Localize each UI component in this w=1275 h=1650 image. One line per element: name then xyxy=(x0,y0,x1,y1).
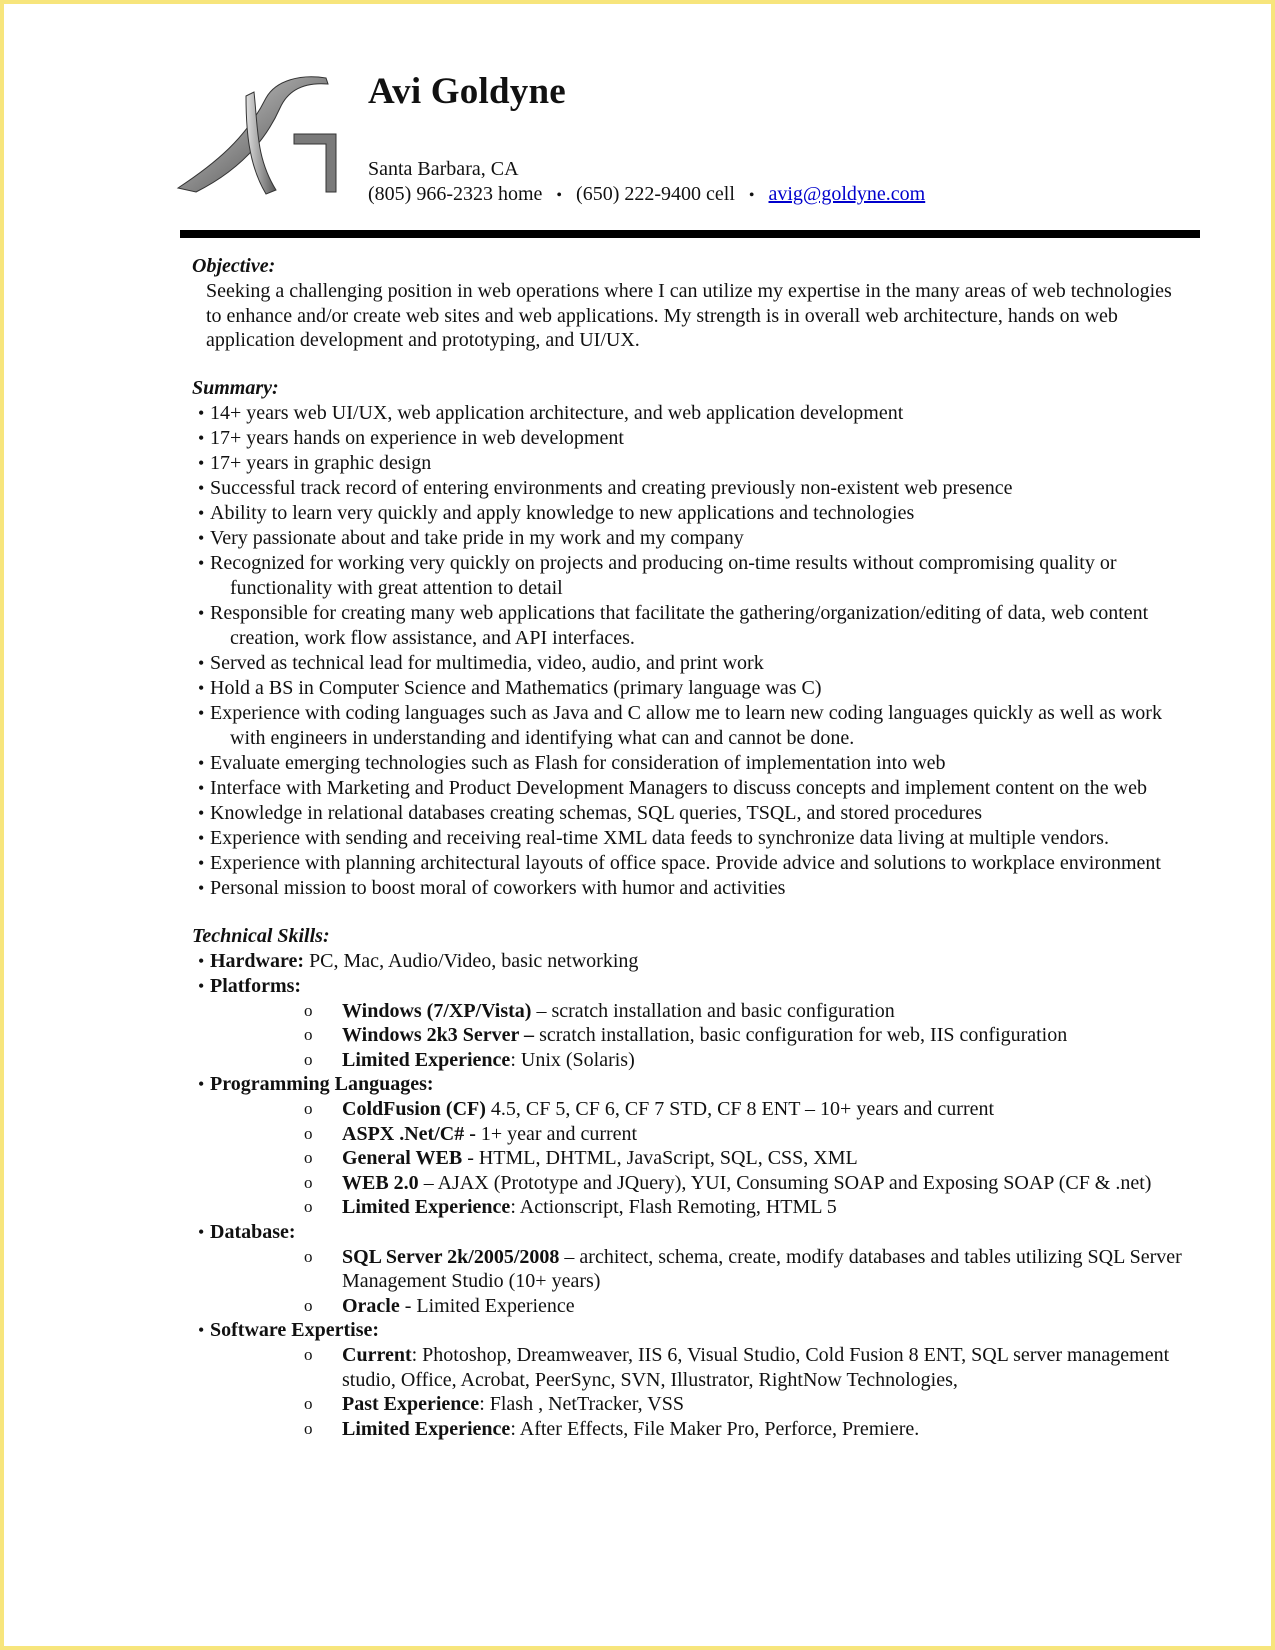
summary-item xyxy=(192,676,1222,701)
skill-text: PC, Mac, Audio/Video, basic networking xyxy=(304,949,639,972)
skill-platforms xyxy=(192,974,1222,999)
software-subitem xyxy=(192,1343,1222,1392)
subitem-text: 1+ year and current xyxy=(475,1122,638,1145)
skill-label: Software Expertise: xyxy=(210,1319,380,1341)
circle-bullet-icon: o xyxy=(304,1394,313,1413)
summary-item-text: • Served as technical lead for multimedia, video, audio, and print work xyxy=(210,651,764,674)
platforms-subitem xyxy=(192,1048,1222,1073)
summary-item-text: • Hold a BS in Computer Science and Mathematics (primary language was C) xyxy=(210,676,822,699)
programming-sublist xyxy=(192,1097,1222,1220)
summary-item-text: • Successful track record of entering environments and creating previously non-existent web presence xyxy=(210,476,1013,499)
skill-software xyxy=(192,1318,1222,1343)
skill-hardware xyxy=(192,949,1222,974)
subitem-text: – scratch installation and basic configuration xyxy=(531,999,895,1022)
subitem-label: SQL Server 2k/2005/2008 xyxy=(342,1245,560,1268)
phone-cell: (650) 222-9400 cell xyxy=(576,183,735,205)
programming-subitem xyxy=(192,1171,1222,1196)
skills-list-cont xyxy=(192,1318,1222,1343)
summary-item-text: • 17+ years in graphic design xyxy=(210,451,432,474)
summary-item xyxy=(192,451,1222,476)
summary-item-text: functionality with great attention to detail xyxy=(230,576,563,599)
subitem-label: Limited Experience xyxy=(342,1196,511,1218)
skill-label: Platforms: xyxy=(210,974,302,997)
phone-home: (805) 966-2323 home xyxy=(368,183,543,205)
programming-subitem xyxy=(192,1122,1222,1147)
programming-subitem xyxy=(192,1097,1222,1122)
summary-item xyxy=(192,826,1222,851)
summary-item xyxy=(192,776,1222,801)
summary-item-text: • Responsible for creating many web applications that facilitate the gathering/organization/editing of data, web content xyxy=(210,601,1149,624)
circle-bullet-icon: o xyxy=(304,1000,313,1020)
objective-text xyxy=(192,279,1222,353)
circle-bullet-icon: o xyxy=(304,1049,313,1069)
summary-item xyxy=(192,526,1222,551)
summary-item xyxy=(192,701,1222,751)
skills-list-cont xyxy=(192,1220,1222,1245)
summary-item-text: • Experience with planning architectural layouts of office space. Provide advice and solutions to workplace environment xyxy=(210,851,1161,874)
subitem-text: : Unix (Solaris) xyxy=(510,1048,635,1071)
subitem-text: 4.5, CF 5, CF 6, CF 7 STD, CF 8 ENT – 10+ years and current xyxy=(485,1098,995,1120)
subitem-text: : After Effects, File Maker Pro, Perforce, Premiere. xyxy=(510,1417,920,1440)
summary-item-text: • Interface with Marketing and Product Development Managers to discuss concepts and implement content on the web xyxy=(210,776,1147,799)
circle-bullet-icon: o xyxy=(304,1025,313,1044)
resume-page xyxy=(4,4,1271,1646)
circle-bullet-icon: o xyxy=(304,1246,313,1266)
circle-bullet-icon: o xyxy=(304,1099,313,1118)
summary-item xyxy=(192,476,1222,501)
objective-line: to enhance and/or create web sites and web applications. My strength is in overall web architecture, hands on web xyxy=(206,304,1118,327)
circle-bullet-icon: o xyxy=(304,1197,313,1216)
skill-programming xyxy=(192,1072,1222,1097)
skill-label: Database: xyxy=(210,1220,296,1243)
software-sublist xyxy=(192,1343,1222,1441)
email-link[interactable]: avig@goldyne.com xyxy=(768,183,926,205)
skill-database xyxy=(192,1220,1222,1245)
objective-heading: Objective: xyxy=(192,255,276,277)
summary-item-text: creation, work flow assistance, and API interfaces. xyxy=(230,626,635,649)
programming-subitem xyxy=(192,1195,1222,1220)
subitem-label: Limited Experience xyxy=(342,1417,511,1440)
separator-dot: • xyxy=(748,187,755,204)
skill-label: Hardware: xyxy=(210,949,305,972)
summary-item-text: • Very passionate about and take pride in my work and my company xyxy=(210,526,744,549)
subitem-label: Windows 2k3 Server – xyxy=(342,1024,535,1046)
summary-item xyxy=(192,751,1222,776)
platforms-subitem xyxy=(192,1023,1222,1048)
summary-item-text: • Experience with sending and receiving real-time XML data feeds to synchronize data living at multiple vendors. xyxy=(210,826,1109,849)
summary-item-text: • 17+ years hands on experience in web development xyxy=(210,426,624,449)
summary-item xyxy=(192,801,1222,826)
summary-item-text: • Personal mission to boost moral of coworkers with humor and activities xyxy=(210,876,786,899)
subitem-text: : Photoshop, Dreamweaver, IIS 6, Visual Studio, Cold Fusion 8 ENT, SQL server management xyxy=(411,1344,1170,1366)
objective-line: Seeking a challenging position in web operations where I can utilize my expertise in the many areas of web technologies xyxy=(206,280,1172,302)
circle-bullet-icon: o xyxy=(304,1418,313,1438)
header-divider xyxy=(180,230,1200,238)
contact-line xyxy=(368,183,925,206)
summary-list xyxy=(192,401,1222,901)
summary-item xyxy=(192,501,1222,526)
subitem-text: - HTML, DHTML, JavaScript, SQL, CSS, XML xyxy=(462,1147,858,1169)
subitem-label: Windows (7/XP/Vista) xyxy=(342,999,532,1022)
database-subitem xyxy=(192,1294,1222,1319)
skills-list xyxy=(192,949,1222,999)
subitem-label: Past Experience xyxy=(342,1393,480,1415)
subitem-text: - Limited Experience xyxy=(399,1294,575,1317)
summary-item xyxy=(192,426,1222,451)
separator-dot: • xyxy=(556,187,563,204)
platforms-subitem xyxy=(192,999,1222,1024)
resume-body xyxy=(192,254,1222,1441)
subitem-text: scratch installation, basic configuration for web, IIS configuration xyxy=(534,1024,1068,1046)
summary-item-text: • Ability to learn very quickly and apply knowledge to new applications and technologies xyxy=(210,501,915,524)
summary-item-text: • Experience with coding languages such as Java and C allow me to learn new coding languages quickly as well as work xyxy=(210,701,1162,724)
summary-item xyxy=(192,551,1222,601)
summary-item-text: • Knowledge in relational databases creating schemas, SQL queries, TSQL, and stored procedures xyxy=(210,801,982,824)
summary-item-text: • Evaluate emerging technologies such as Flash for consideration of implementation into web xyxy=(210,751,946,774)
subitem-label: ColdFusion (CF) xyxy=(342,1098,486,1120)
skills-heading: Technical Skills: xyxy=(192,924,330,947)
ag-monogram-logo xyxy=(176,68,356,208)
subitem-text: : Actionscript, Flash Remoting, HTML 5 xyxy=(510,1196,837,1218)
software-subitem xyxy=(192,1417,1222,1442)
circle-bullet-icon: o xyxy=(304,1345,313,1364)
circle-bullet-icon: o xyxy=(304,1295,313,1315)
summary-heading: Summary: xyxy=(192,376,279,399)
objective-line: application development and prototyping, and UI/UX. xyxy=(206,329,640,351)
subitem-text: – AJAX (Prototype and JQuery), YUI, Consuming SOAP and Exposing SOAP (CF & .net) xyxy=(418,1171,1152,1194)
subitem-text-cont: Management Studio (10+ years) xyxy=(342,1270,601,1292)
summary-item-text: with engineers in understanding and identifying what can and cannot be done. xyxy=(230,726,855,749)
programming-subitem xyxy=(192,1146,1222,1171)
subitem-text: – architect, schema, create, modify databases and tables utilizing SQL Server xyxy=(559,1245,1182,1268)
candidate-name: Avi Goldyne xyxy=(368,71,566,112)
circle-bullet-icon: o xyxy=(304,1123,313,1143)
subitem-label: Limited Experience xyxy=(342,1048,511,1071)
summary-item xyxy=(192,651,1222,676)
summary-item-text: • 14+ years web UI/UX, web application architecture, and web application development xyxy=(210,401,904,424)
summary-item xyxy=(192,401,1222,426)
subitem-label: Current xyxy=(342,1344,412,1366)
summary-item xyxy=(192,876,1222,901)
database-subitem xyxy=(192,1245,1222,1294)
software-subitem xyxy=(192,1392,1222,1417)
subitem-label: General WEB xyxy=(342,1147,463,1169)
summary-item-text: • Recognized for working very quickly on projects and producing on-time results without compromising quality or xyxy=(210,551,1117,574)
summary-item xyxy=(192,601,1222,651)
circle-bullet-icon: o xyxy=(304,1172,313,1192)
location: Santa Barbara, CA xyxy=(368,158,519,180)
skills-list-cont xyxy=(192,1072,1222,1097)
skill-label: Programming Languages: xyxy=(210,1073,434,1095)
subitem-label: Oracle xyxy=(342,1294,400,1317)
circle-bullet-icon: o xyxy=(304,1148,313,1167)
subitem-label: WEB 2.0 xyxy=(342,1171,419,1194)
subitem-text: : Flash , NetTracker, VSS xyxy=(479,1393,684,1415)
database-sublist xyxy=(192,1245,1222,1319)
summary-item xyxy=(192,851,1222,876)
platforms-sublist xyxy=(192,999,1222,1073)
subitem-text-cont: studio, Office, Acrobat, PeerSync, SVN, Illustrator, RightNow Technologies, xyxy=(342,1368,958,1391)
subitem-label: ASPX .Net/C# - xyxy=(342,1122,476,1145)
